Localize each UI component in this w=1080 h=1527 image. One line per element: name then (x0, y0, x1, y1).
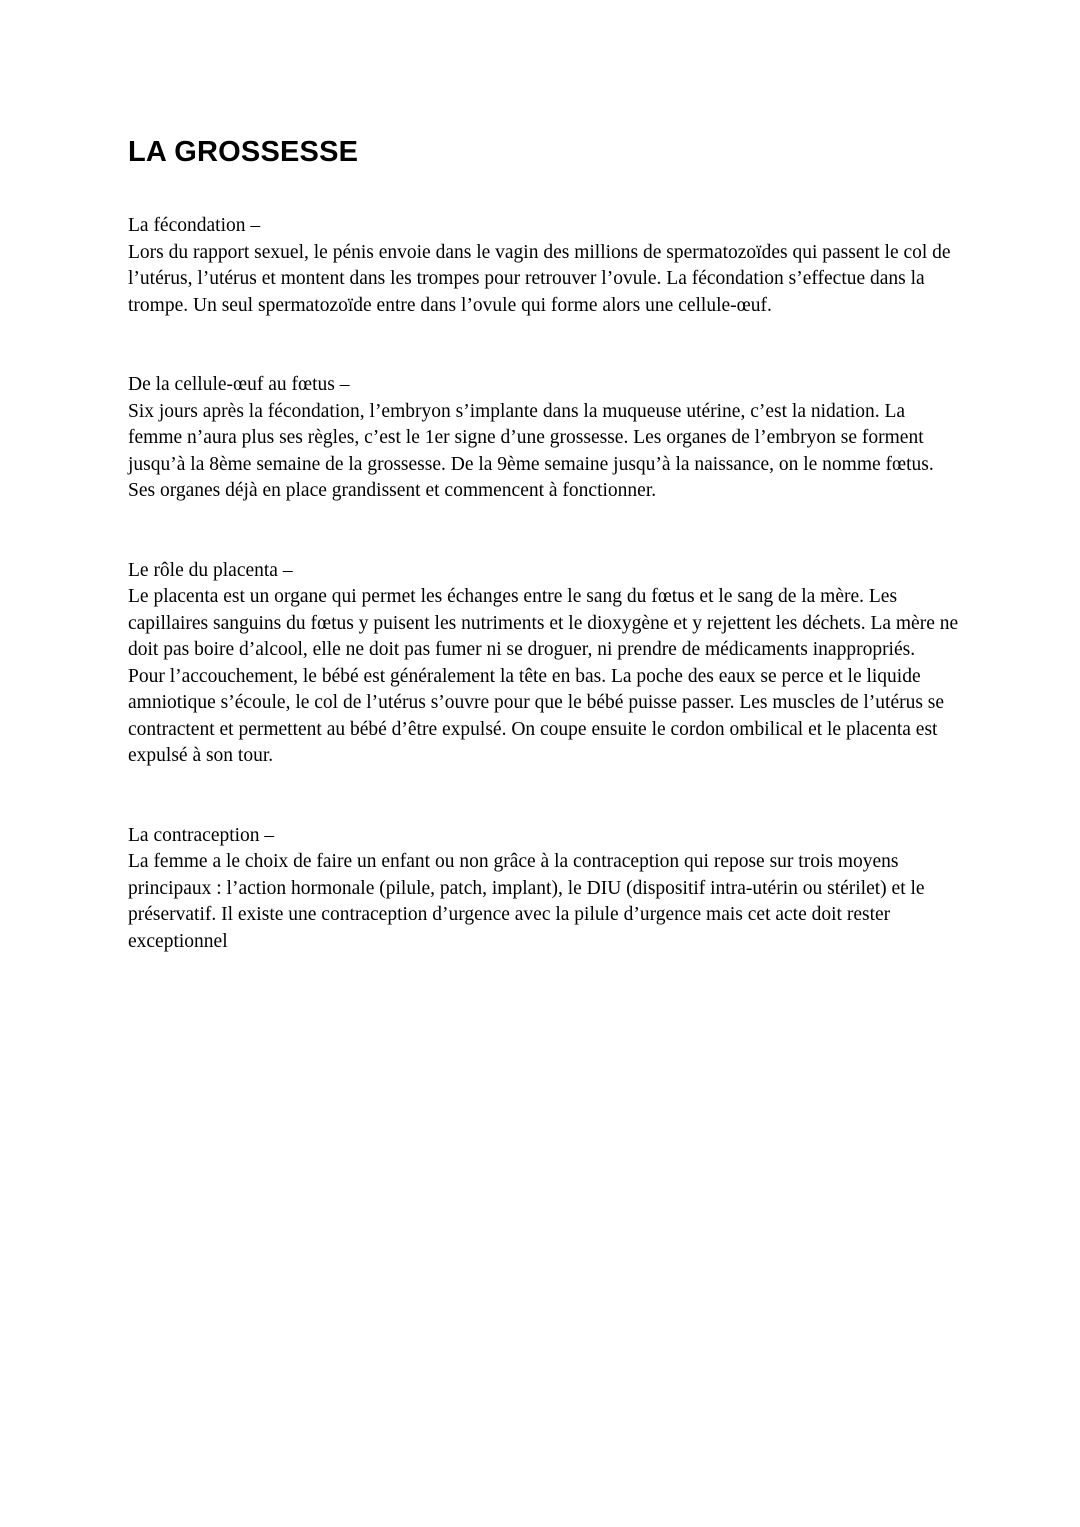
paragraph-fecondation: Lors du rapport sexuel, le pénis envoie dans le vagin des millions de spermatozoïdes qui passent le col de l’utérus, l’utérus et montent dans les trompes pour retrouver l’ovule. La fécondation s’effectue dans la trompe. Un seul spermatozoïde entre dans l’ovule qui forme alors une cellule-œuf. (128, 241, 951, 316)
paragraph-cellule-oeuf-foetus: Six jours après la fécondation, l’embryon s’implante dans la muqueuse utérine, c’est la nidation. La femme n’aura plus ses règles, c’est le 1er signe d’une grossesse. Les organes de l’embryon se forment jusqu’à la 8ème semaine de la grossesse. De la 9ème semaine jusqu’à la naissance, on le nomme fœtus. Ses organes déjà en place grandissent et commencent à fonctionner. (128, 400, 934, 501)
section-contraception (128, 823, 960, 956)
paragraph-contraception: La femme a le choix de faire un enfant ou non grâce à la contraception qui repose sur trois moyens principaux : l’action hormonale (pilule, patch, implant), le DIU (dispositif intra-utérin ou stérilet) et le préservatif. Il existe une contraception d’urgence avec la pilule d’urgence mais cet acte doit rester exceptionnel (128, 851, 925, 952)
section-heading-role-placenta: Le rôle du placenta – (128, 559, 293, 581)
paragraph-role-placenta: Le placenta est un organe qui permet les échanges entre le sang du fœtus et le sang de la mère. Les capillaires sanguins du fœtus y puisent les nutriments et le dioxygène et y rejettent les déchets. La mère ne doit pas boire d’alcool, elle ne doit pas fumer ni se droguer, ni prendre de médicaments inappropriés. (128, 586, 959, 660)
section-fecondation (128, 213, 960, 319)
page-title: LA GROSSESSE (128, 136, 359, 168)
paragraph-accouchement: Pour l’accouchement, le bébé est généralement la tête en bas. La poche des eaux se perce et le liquide amniotique s’écoule, le col de l’utérus s’ouvre pour que le bébé puisse passer. Les muscles de l’utérus se contractent et permettent au bébé d’être expulsé. On coupe ensuite le cordon ombilical et le placenta est expulsé à son tour. (128, 665, 945, 766)
section-heading-fecondation: La fécondation – (128, 215, 261, 236)
section-role-placenta (128, 558, 960, 770)
section-cellule-oeuf-foetus (128, 372, 960, 505)
section-heading-cellule-oeuf-foetus: De la cellule-œuf au fœtus – (128, 374, 350, 395)
section-heading-contraception: La contraception – (128, 824, 275, 846)
